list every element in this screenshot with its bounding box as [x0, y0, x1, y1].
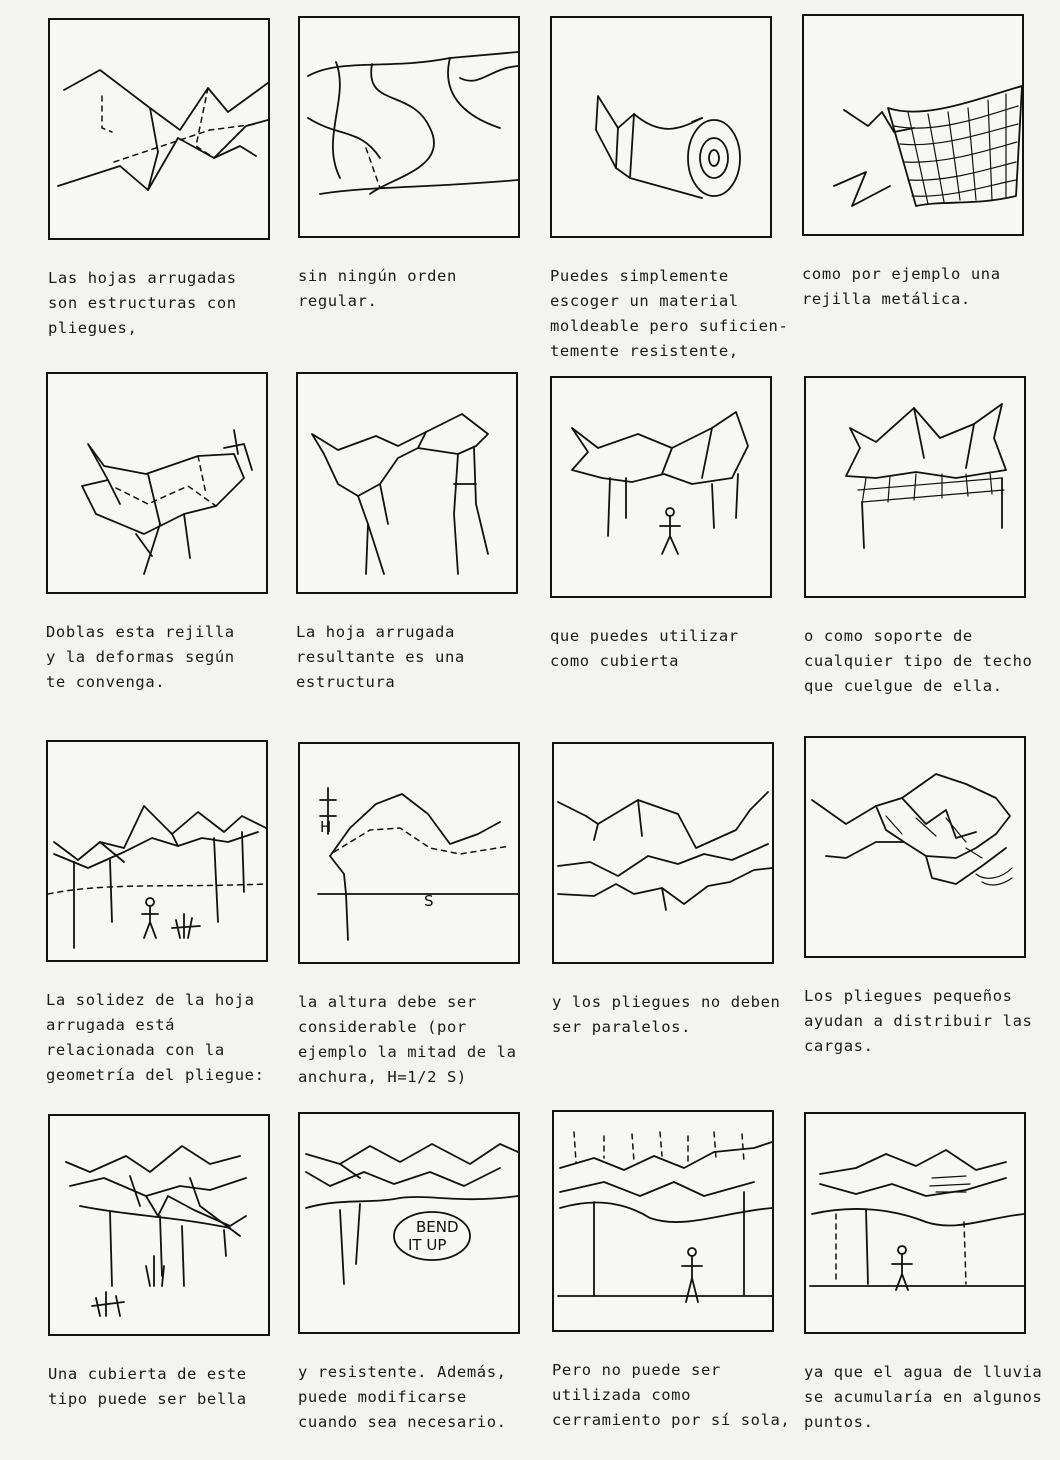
caption-14: y resistente. Además, puede modificarse cuando sea necesario. — [298, 1363, 507, 1431]
caption-15: Pero no puede ser utilizada como cerramiento por sí sola, — [552, 1361, 791, 1429]
sketch-beautiful-roof — [48, 1114, 270, 1336]
sketch-label: IT UP — [408, 1236, 447, 1254]
sketch-resulting-structure — [296, 372, 518, 594]
sketch-metal-mesh — [802, 14, 1024, 236]
caption-4: como por ejemplo una rejilla metálica. — [802, 265, 1001, 308]
caption-9: La solidez de la hoja arrugada está relacionada con la geometría del pliegue: — [46, 991, 265, 1084]
caption-5: Doblas esta rejilla y la deformas según te convenga. — [46, 623, 235, 691]
caption-16: ya que el agua de lluvia se acumularía en algunos puntos. — [804, 1363, 1043, 1431]
caption-12: Los pliegues pequeños ayudan a distribuir las cargas. — [804, 987, 1033, 1055]
caption-2: sin ningún orden regular. — [298, 267, 457, 310]
sketch-small-folds — [804, 736, 1026, 958]
sketch-crumpled-sheet — [48, 18, 270, 240]
sketch-not-enclosure — [552, 1110, 774, 1332]
sketch-used-as-roof — [550, 376, 772, 598]
caption-10: la altura debe ser considerable (por ejemplo la mitad de la anchura, H=1/2 S) — [298, 993, 517, 1086]
caption-11: y los pliegues no deben ser paralelos. — [552, 993, 781, 1036]
sketch-bend-it-up — [298, 1112, 520, 1334]
sketch-water-accumulation — [804, 1112, 1026, 1334]
caption-7: que puedes utilizar como cubierta — [550, 627, 739, 670]
caption-13: Una cubierta de este tipo puede ser bella — [48, 1365, 247, 1408]
sketch-rolled-material — [550, 16, 772, 238]
caption-1: Las hojas arrugadas son estructuras con pliegues, — [48, 269, 237, 337]
sketch-non-parallel-folds — [552, 742, 774, 964]
sketch-hanging-ceiling — [804, 376, 1026, 598]
sketch-label: BEND — [416, 1218, 459, 1236]
caption-8: o como soporte de cualquier tipo de techo que cuelgue de ella. — [804, 627, 1033, 695]
sketch-fold-geometry — [46, 740, 268, 962]
sketch-label: S — [424, 892, 434, 910]
sketch-label: H — [320, 818, 332, 836]
sketch-deformed-mesh — [46, 372, 268, 594]
sketch-height-span — [298, 742, 520, 964]
caption-6: La hoja arrugada resultante es una estructura — [296, 623, 465, 691]
caption-3: Puedes simplemente escoger un material moldeable pero suficien- temente resistente, — [550, 267, 789, 360]
sketch-irregular-folds — [298, 16, 520, 238]
